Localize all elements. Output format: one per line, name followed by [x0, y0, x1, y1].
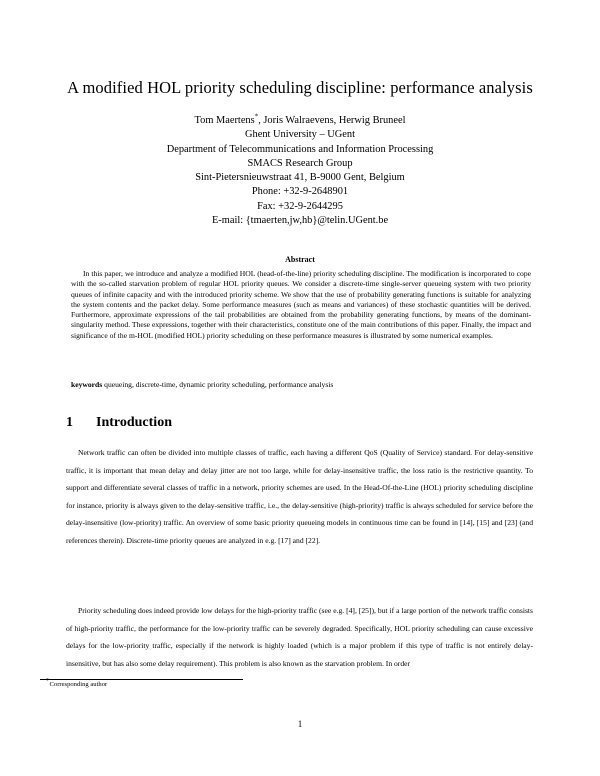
first-author: Tom Maertens — [194, 115, 255, 126]
affiliation-address: Sint-Pietersnieuwstraat 41, B-9000 Gent, Belgium — [195, 172, 405, 184]
page-number: 1 — [297, 719, 303, 729]
abstract-heading: Abstract — [285, 255, 315, 264]
keywords-label: keywords — [71, 380, 103, 389]
affiliation-department: Department of Telecommunications and Information Processing — [166, 143, 434, 155]
contact-fax: Fax: +32-9-2644295 — [257, 200, 343, 212]
affiliation-group: SMACS Research Group — [247, 157, 353, 169]
contact-email: E-mail: {tmaerten,jw,hb}@telin.UGent.be — [211, 215, 389, 227]
author-names — [0, 114, 600, 128]
footnote-marker: * — [254, 112, 259, 121]
paragraph-2: Priority scheduling does indeed provide low delays for the high-priority traffic (see e.g. [4], [25]), but if a large portion of the network traffic consists of high-priority traffic, the performance for the low-priority traffic can be severely degraded. Specifically, HOL priority scheduling can cause excessive delays for the low-priority traffic, especially if the network is highly loaded (which is a major problem if this type of traffic is not entirely delay-insensitive, but has also some delay requirement). This problem is also known as the starvation problem. In order — [66, 606, 533, 668]
abstract-text: In this paper, we introduce and analyze a modified HOL (head-of-the-line) priority scheduling discipline. The modification is incorporated to cope with the so-called starvation problem of regular HOL priority queues. We consider a discrete-time single-server queueing system with two priority queues of infinite capacity and with the introduced priority scheme. We show that the use of probability generating functions is suitable for analyzing the system contents and the packet delay. Some performance measures (such as means and variances) of these stochastic quantities will be derived. Furthermore, approximate expressions of the tail probabilities are obtained from the probability generating functions, by means of the dominant-singularity method. These expressions, together with their characteristics, constitute one of the main contributions of this paper. Finally, the impact and significance of the m-HOL (modified HOL) priority scheduling on these performance measures is illustrated by some numerical examples. — [71, 269, 531, 340]
paper-title: A modified HOL priority scheduling discipline: performance analysis — [67, 78, 533, 97]
footnote-mark: * — [46, 677, 50, 685]
footnote — [46, 677, 108, 689]
contact-phone: Phone: +32-9-2648901 — [251, 186, 349, 198]
section-title: Introduction — [96, 415, 172, 430]
section-number: 1 — [66, 415, 73, 430]
co-authors: , Joris Walraevens, Herwig Bruneel — [258, 115, 406, 126]
footnote-text: Corresponding author — [49, 681, 108, 689]
paragraph-1: Network traffic can often be divided into multiple classes of traffic, each having a different QoS (Quality of Service) standard. For delay-sensitive traffic, it is important that mean delay and delay jitter are not too large, while for delay-insensitive traffic, the loss ratio is the restrictive quantity. To support and differentiate several classes of traffic in a network, priority schemes are used. In the Head-Of-the-Line (HOL) priority scheduling discipline for instance, priority is always given to the delay-sensitive traffic, i.e., the delay-sensitive (high-priority) traffic is always scheduled for service before the delay-insensitive (low-priority) traffic. An overview of some basic priority queueing models in continuous time can be found in [14], [15] and [23] (and references therein). Discrete-time priority queues are analyzed in e.g. [17] and [22]. — [66, 448, 533, 545]
section-heading — [66, 415, 172, 431]
author-block — [0, 114, 600, 228]
footnote-rule — [40, 679, 243, 680]
keywords-text: queueing, discrete-time, dynamic priority scheduling, performance analysis — [104, 380, 334, 389]
keywords-line — [71, 380, 531, 390]
affiliation-university: Ghent University – UGent — [245, 129, 355, 141]
